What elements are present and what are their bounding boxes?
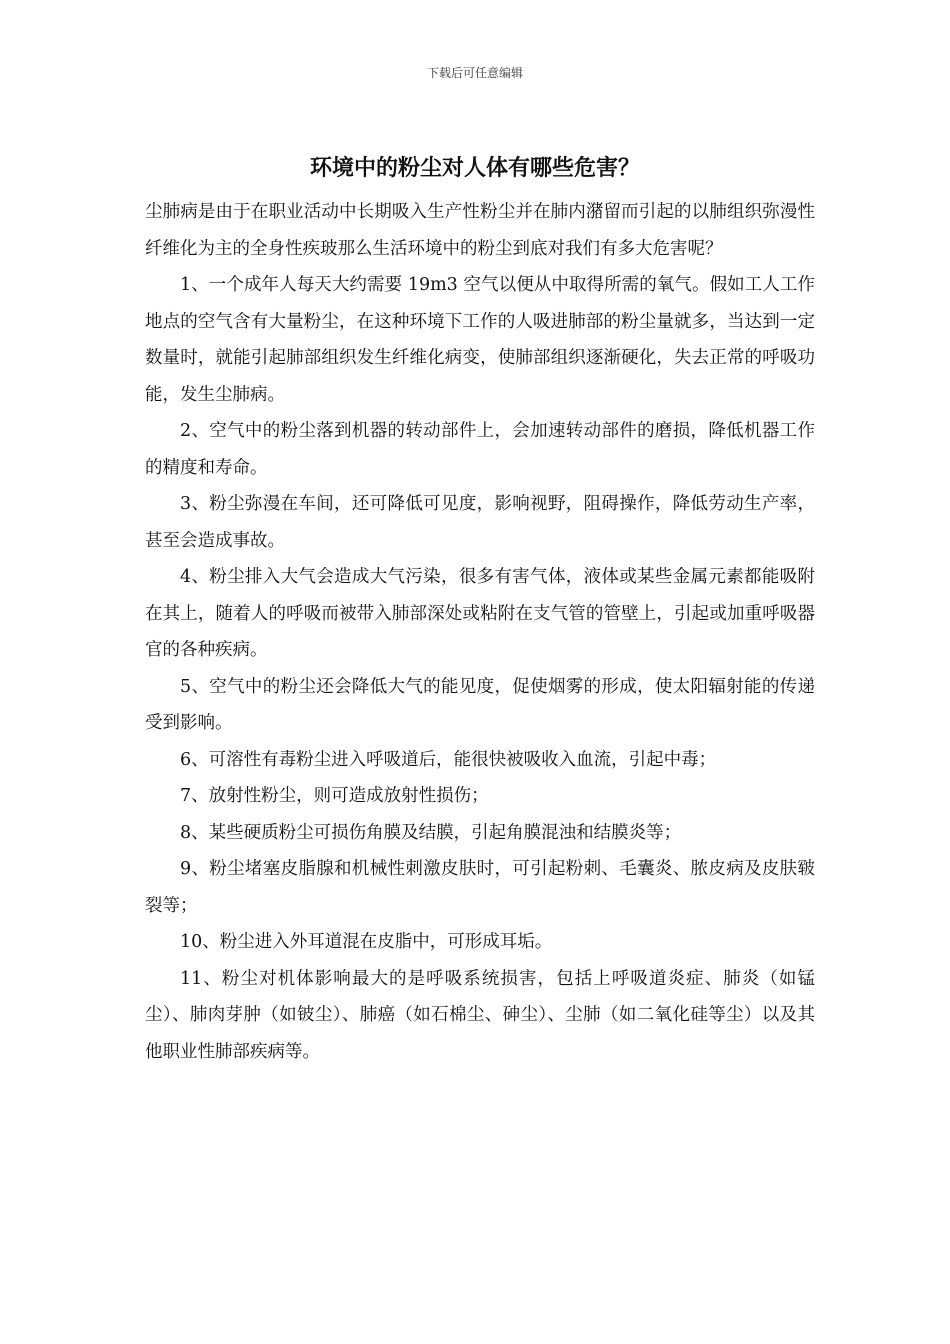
page-header-note: 下载后可任意编辑 bbox=[426, 66, 523, 80]
list-item-7: 7、放射性粉尘，则可造成放射性损伤； bbox=[180, 786, 489, 806]
list-item-3: 3、粉尘弥漫在车间，还可降低可见度，影响视野，阻碍操作，降低劳动生产率，甚至会造成事故。 bbox=[145, 494, 815, 551]
list-item-5: 5、空气中的粉尘还会降低大气的能见度，促使烟雾的形成，使太阳辐射能的传递受到影响。 bbox=[145, 676, 815, 733]
document-title: 环境中的粉尘对人体有哪些危害？ bbox=[309, 155, 640, 181]
list-item-2: 2、空气中的粉尘落到机器的转动部件上，会加速转动部件的磨损，降低机器工作的精度和寿命。 bbox=[145, 421, 815, 478]
list-item-9: 9、粉尘堵塞皮脂腺和机械性刺激皮肤时，可引起粉刺、毛囊炎、脓皮病及皮肤皲裂等； bbox=[145, 859, 815, 916]
list-item-10: 10、粉尘进入外耳道混在皮脂中，可形成耳垢。 bbox=[180, 932, 553, 952]
list-item-6: 6、可溶性有毒粉尘进入呼吸道后，能很快被吸收入血流，引起中毒； bbox=[180, 749, 717, 770]
list-item-1: 1、一个成年人每天大约需要 19m3 空气以便从中取得所需的氧气。假如工人工作地点的空气含有大量粉尘，在这种环境下工作的人吸进肺部的粉尘量就多，当达到一定数量时，就能引起肺部组织发生纤维化病变，使肺部组织逐渐硬化，失去正常的呼吸功能，发生尘肺病。 bbox=[145, 275, 815, 405]
list-item-8: 8、某些硬质粉尘可损伤角膜及结膜，引起角膜混浊和结膜炎等； bbox=[180, 822, 682, 843]
document-body bbox=[145, 194, 815, 1070]
list-item-11: 11、粉尘对机体影响最大的是呼吸系统损害，包括上呼吸道炎症、肺炎（如锰尘）、肺肉芽肿（如铍尘）、肺癌（如石棉尘、砷尘）、尘肺（如二氧化硅等尘）以及其他职业性肺部疾病等。 bbox=[145, 968, 815, 1062]
intro-paragraph: 尘肺病是由于在职业活动中长期吸入生产性粉尘并在肺内潴留而引起的以肺组织弥漫性纤维化为主的全身性疾玻那么生活环境中的粉尘到底对我们有多大危害呢？ bbox=[145, 202, 815, 259]
list-item-4: 4、粉尘排入大气会造成大气污染，很多有害气体，液体或某些金属元素都能吸附在其上，随着人的呼吸而被带入肺部深处或粘附在支气管的管壁上，引起或加重呼吸器官的各种疾病。 bbox=[145, 567, 815, 660]
